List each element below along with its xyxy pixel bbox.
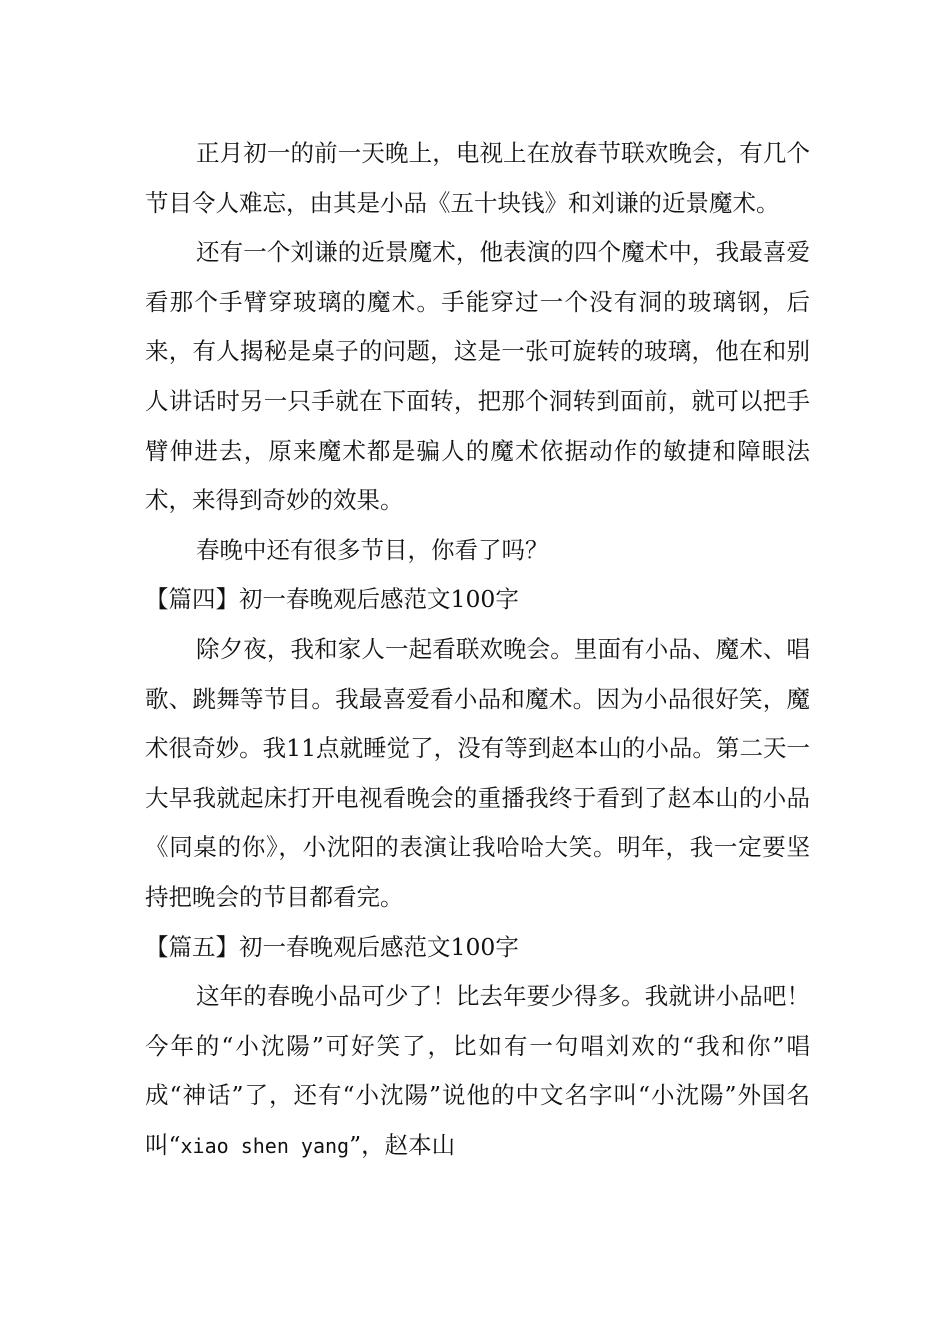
paragraph-new-year-eve: 除夕夜，我和家人一起看联欢晚会。里面有小品、魔术、唱歌、跳舞等节目。我最喜爱看小品和魔术。因为小品很好笑，魔术很奇妙。我11点就睡觉了，没有等到赵本山的小品。第二天一大早我就起床打开电视看晚会的重播我终于看到了赵本山的小品《同桌的你》，小沈阳的表演让我哈哈大笑。明年，我一定要坚持把晚会的节目都看完。 <box>145 634 810 911</box>
document-page <box>145 129 810 1171</box>
paragraph-sketch-comedy <box>145 972 810 1171</box>
section-heading-part-five: 【篇五】初一春晚观后感范文100字 <box>145 932 519 961</box>
section-heading-part-four: 【篇四】初一春晚观后感范文100字 <box>145 585 519 614</box>
paragraph-text-before: 这年的春晚小品可少了！比去年要少得多。我就讲小品吧！今年的“小沈陽”可好笑了，比如有一句唱刘欢的“我和你”唱成“神话”了，还有“小沈陽”说他的中文名字叫“小沈陽”外国名叫“ <box>145 982 810 1159</box>
paragraph-spring-gala-intro: 正月初一的前一天晚上，电视上在放春节联欢晚会，有几个节目令人难忘，由其是小品《五十块钱》和刘谦的近景魔术。 <box>145 139 810 217</box>
paragraph-magic-trick: 还有一个刘谦的近景魔术，他表演的四个魔术中，我最喜爱看那个手臂穿玻璃的魔术。手能穿过一个没有洞的玻璃钢，后来，有人揭秘是桌子的问题，这是一张可旋转的玻璃，他在和别人讲话时另一只手就在下面转，把那个洞转到面前，就可以把手臂伸进去，原来魔术都是骗人的魔术依据动作的敏捷和障眼法术，来得到奇妙的效果。 <box>145 238 810 515</box>
paragraph-closing-question: 春晚中还有很多节目，你看了吗？ <box>196 535 549 564</box>
paragraph-text-after: ”，赵本山 <box>349 1130 456 1159</box>
pinyin-name: xiao shen yang <box>180 1133 350 1158</box>
